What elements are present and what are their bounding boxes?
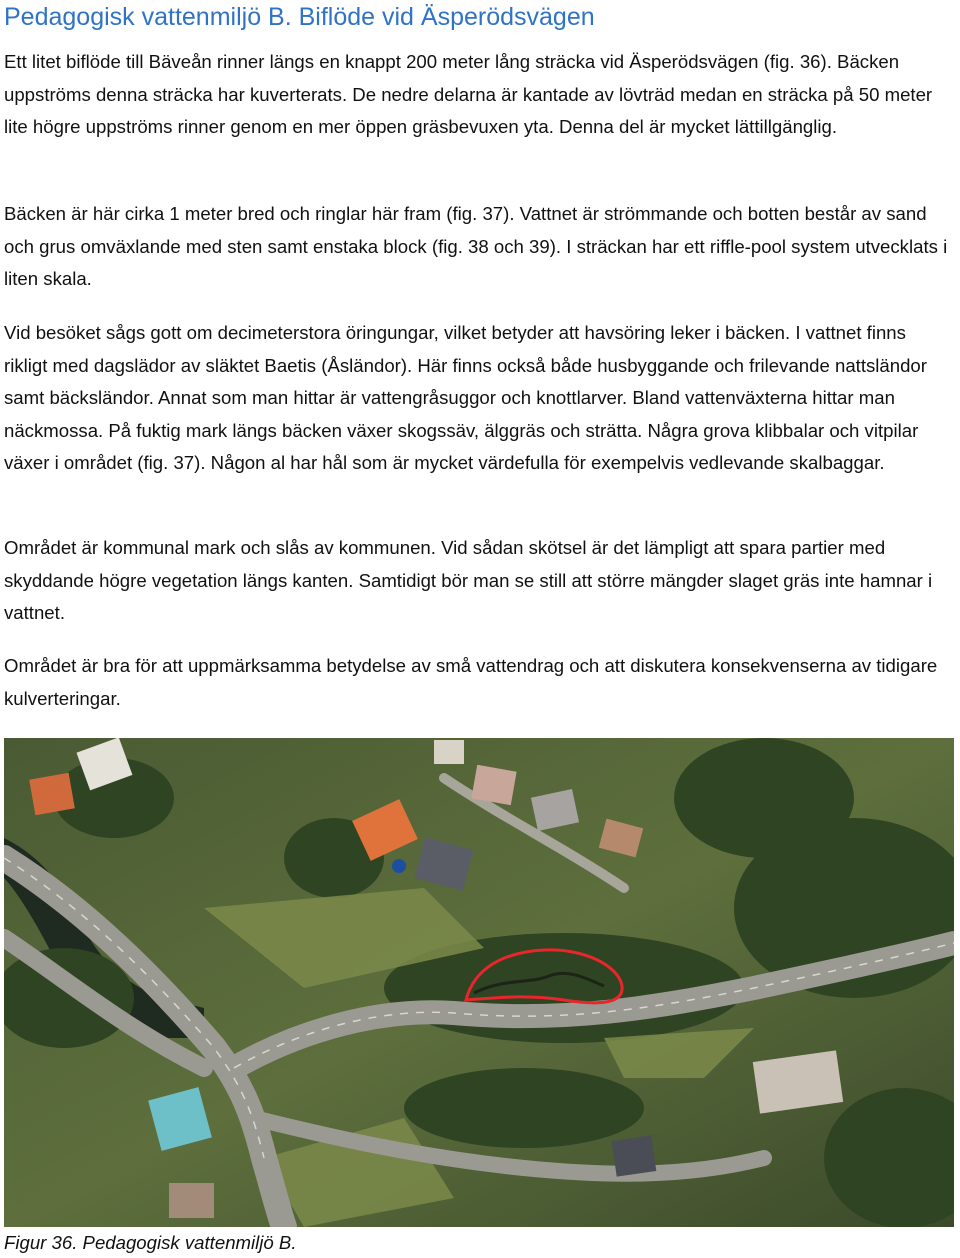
page-title: Pedagogisk vattenmiljö B. Biflöde vid Äsperödsvägen xyxy=(4,3,595,31)
aerial-photo-drawing xyxy=(4,738,954,1227)
paragraph-management: Området är kommunal mark och slås av kommunen. Vid sådan skötsel är det lämpligt att spara partier med skyddande högre vegetation längs kanten. Samtidigt bör man se still att större mängder slaget gräs inte hamnar i vattnet. xyxy=(4,537,933,623)
paragraph-fauna-flora: Vid besöket sågs gott om decimeterstora öringungar, vilket betyder att havsöring leker i bäcken. I vattnet finns rikligt med dagslädor av släktet Baetis (Åsländor). Här finns också både husbyggande och frilevande nattsländor samt bäcksländor. Annat som man hittar är vattengråsuggor och knottlarver. Bland vattenväxterna hittar man näckmossa. På fuktig mark längs bäcken växer skogssäv, älggräs och strätta. Några grova klibbalar och vitpilar växer i området (fig. 37). Någon al har hål som är mycket värdefulla för exempelvis vedlevande skalbaggar. xyxy=(4,322,927,473)
paragraph-intro: Ett litet biflöde till Bäveån rinner längs en knappt 200 meter lång sträcka vid Äsperödsvägen (fig. 36). Bäcken uppströms denna sträcka har kuverterats. De nedre delarna är kantade av lövträd medan en sträcka på 50 meter lite högre uppströms rinner genom en mer öppen gräsbevuxen yta. Denna del är mycket lättillgänglig. xyxy=(4,51,933,137)
aerial-photo xyxy=(4,738,954,1227)
paragraph-stream-description: Bäcken är här cirka 1 meter bred och ringlar här fram (fig. 37). Vattnet är strömmande och botten består av sand och grus omväxlande med sten samt enstaka block (fig. 38 och 39). I sträckan har ett riffle-pool system utvecklats i liten skala. xyxy=(4,203,948,289)
figure-caption: Figur 36. Pedagogisk vattenmiljö B. xyxy=(4,1232,297,1253)
pool xyxy=(392,859,406,873)
paragraph-education: Området är bra för att uppmärksamma betydelse av små vattendrag och att diskutera konsekvenserna av tidigare kulverteringar. xyxy=(4,655,938,709)
